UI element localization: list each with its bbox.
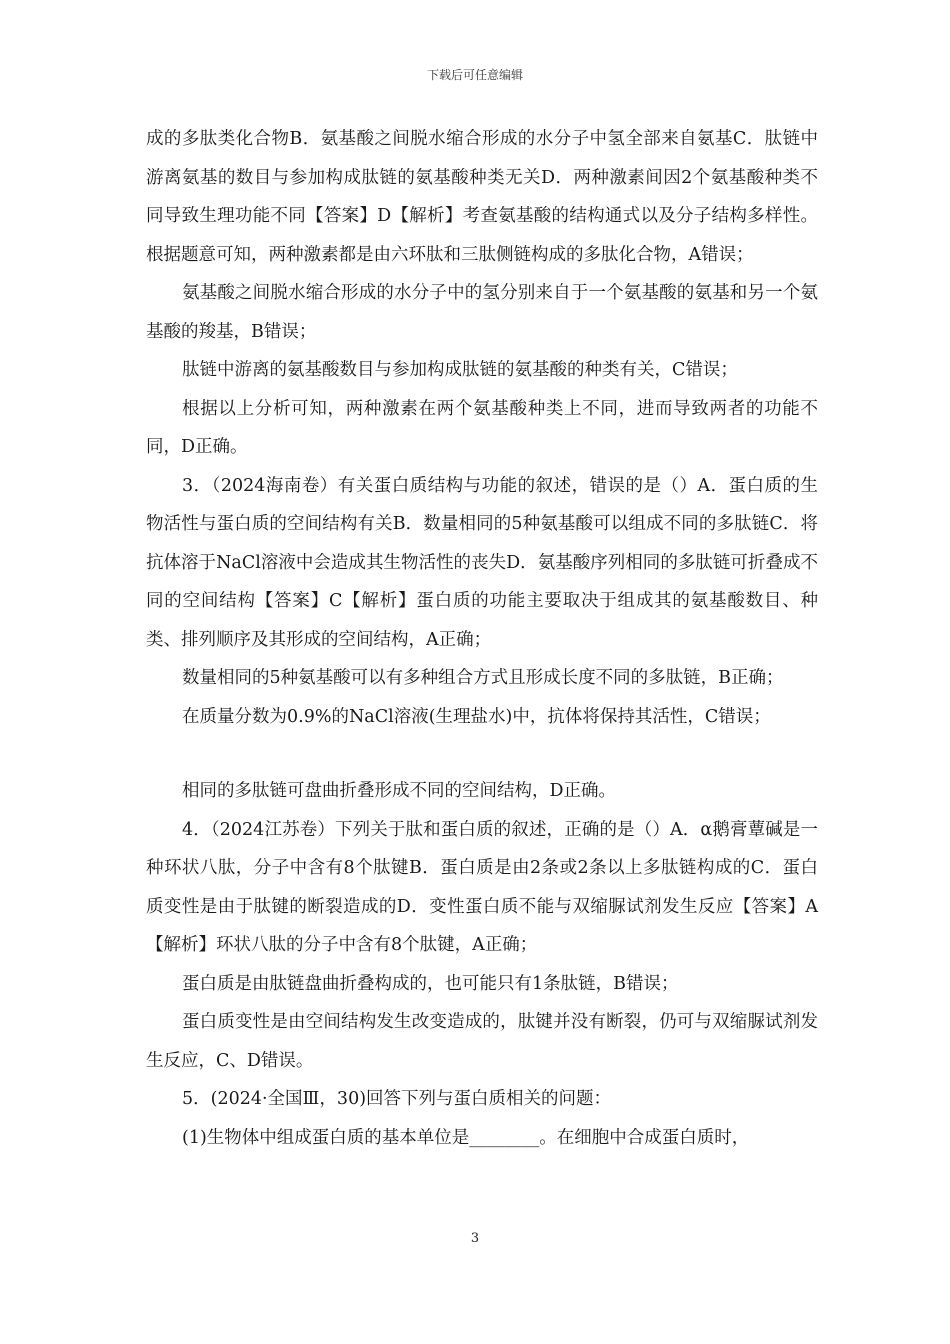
page-header: 下载后可任意编辑 [426,68,523,82]
paragraph-1: 成的多肽类化合物B．氨基酸之间脱水缩合形成的水分子中氢全部来自氨基C．肽链中游离氨基的数目与参加构成肽链的氨基酸种类无关D．两种激素间因2个氨基酸种类不同导致生理功能不同【答案】D【解析】考查氨基酸的结构通式以及分子结构多样性。根据题意可知，两种激素都是由六环肽和三肽侧链构成的多肽化合物，A错误； [146,129,818,265]
paragraph-7: 在质量分数为0.9%的NaCl溶液(生理盐水)中，抗体将保持其活性，C错误； [182,706,771,727]
blank-line [146,736,818,772]
paragraph-8: 相同的多肽链可盘曲折叠形成不同的空间结构，D正确。 [182,781,617,801]
paragraph-4: 根据以上分析可知，两种激素在两个氨基酸种类上不同，进而导致两者的功能不同，D正确。 [146,398,818,457]
question-5-part-1: (1)生物体中组成蛋白质的基本单位是________。在细胞中合成蛋白质时， [182,1127,750,1148]
paragraph-2: 氨基酸之间脱水缩合形成的水分子中的氢分别来自于一个氨基酸的氨基和另一个氨基酸的羧基，B错误； [146,283,818,342]
paragraph-11: 蛋白质变性是由空间结构发生改变造成的，肽键并没有断裂，仍可与双缩脲试剂发生反应，C、D错误。 [146,1012,818,1071]
document-body [146,120,818,1157]
question-5: 5．(2024·全国Ⅲ，30)回答下列与蛋白质相关的问题： [182,1089,612,1109]
page-number: 3 [470,1231,480,1246]
paragraph-6: 数量相同的5种氨基酸可以有多种组合方式且形成长度不同的多肽链，B正确； [182,668,784,688]
question-4: 4．（2024江苏卷）下列关于肽和蛋白质的叙述，正确的是（）A．α鹅膏蕈碱是一种环状八肽，分子中含有8个肽键B．蛋白质是由2条或2条以上多肽链构成的C．蛋白质变性是由于肽键的断裂造成的D．变性蛋白质不能与双缩脲试剂发生反应【答案】A【解析】环状八肽的分子中含有8个肽键，A正确； [146,819,818,955]
question-3: 3．（2024海南卷）有关蛋白质结构与功能的叙述，错误的是（）A．蛋白质的生物活性与蛋白质的空间结构有关B．数量相同的5种氨基酸可以组成不同的多肽链C．将抗体溶于NaCl溶液中会造成其生物活性的丧失D．氨基酸序列相同的多肽链可折叠成不同的空间结构【答案】C【解析】蛋白质的功能主要取决于组成其的氨基酸数目、种类、排列顺序及其形成的空间结构，A正确； [146,475,818,650]
paragraph-10: 蛋白质是由肽链盘曲折叠构成的，也可能只有1条肽链，B错误； [182,973,679,994]
paragraph-3: 肽链中游离的氨基酸数目与参加构成肽链的氨基酸的种类有关，C错误； [182,360,738,380]
